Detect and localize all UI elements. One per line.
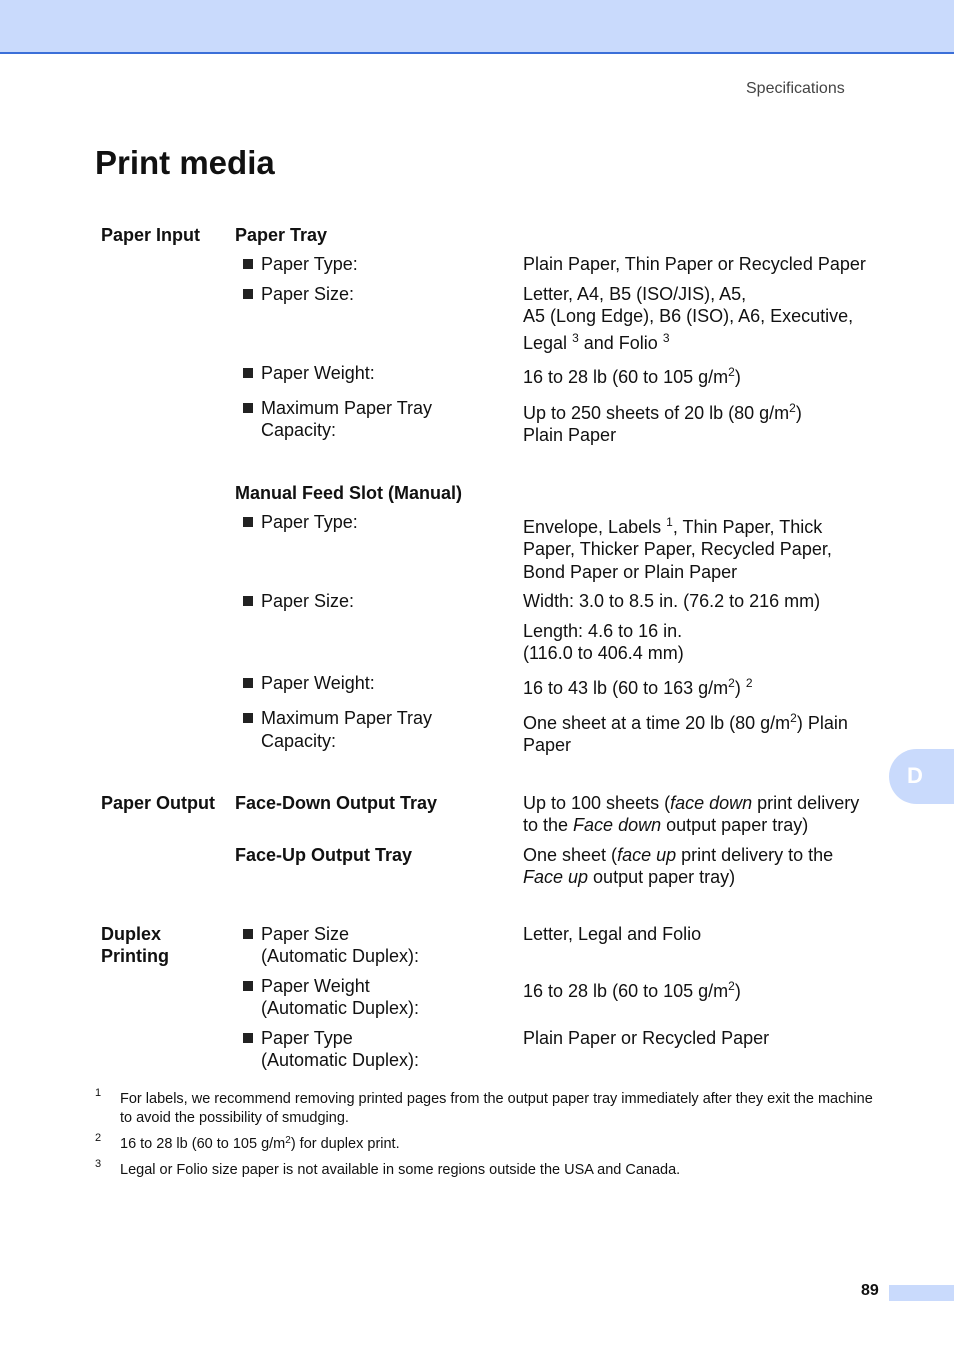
footnote-2-number: 2 <box>95 1132 102 1144</box>
manual-capacity-value: One sheet at a time 20 lb (80 $g/m^2$) Plain <box>523 711 848 733</box>
bullet-square-icon <box>243 403 253 413</box>
appendix-tab <box>889 749 954 804</box>
tray-size-line2: A5 (Long Edge), B6 (ISO), A6, Executive, <box>523 306 854 326</box>
bullet-square-icon <box>243 368 253 378</box>
manual-type-line3: Bond Paper or Plain Paper <box>523 562 738 582</box>
duplex-label-2: Printing <box>101 946 169 966</box>
manual-weight-label: Paper Weight: <box>261 673 375 693</box>
manual-size-length-1: Length: 4.6 to 16 in. <box>523 621 683 641</box>
page-number: 89 <box>861 1282 879 1299</box>
page-title: Print media <box>95 144 275 181</box>
facedown-value-1: Up to 100 sheets (face down print delivery <box>523 793 860 813</box>
bullet-square-icon <box>243 1033 253 1043</box>
manual-size-length-2: (116.0 to 406.4 mm) <box>523 643 684 663</box>
facedown-value-2: to the Face down output paper tray) <box>523 815 809 835</box>
duplex-size-label-1: Paper Size <box>261 924 350 944</box>
tray-capacity-label-1: Maximum Paper Tray <box>261 398 433 418</box>
footnote-1-number: 1 <box>95 1087 102 1099</box>
footnote-1-line2: to avoid the possibility of smudging. <box>120 1110 349 1126</box>
manual-weight-value: 16 to 43 lb (60 to 163 $g/m^2$) $^2$ <box>523 676 753 698</box>
manual-capacity-label-2: Capacity: <box>261 731 337 751</box>
manual-capacity-label-1: Maximum Paper Tray <box>261 708 433 728</box>
tray-size-line1: Letter, A4, B5 (ISO/JIS), A5, <box>523 284 747 304</box>
page-number-bar <box>889 1285 954 1301</box>
tray-weight-value: 16 to 28 lb (60 to 105 $g/m^2$) <box>523 365 741 387</box>
footnote-3-number: 3 <box>95 1158 102 1170</box>
tray-weight-label: Paper Weight: <box>261 363 375 383</box>
bullet-square-icon <box>243 713 253 723</box>
paper-input-label: Paper Input <box>101 225 201 245</box>
tray-capacity-label-2: Capacity: <box>261 420 337 440</box>
paper-output-label: Paper Output <box>101 793 216 813</box>
duplex-type-label-1: Paper Type <box>261 1028 353 1048</box>
bullet-square-icon <box>243 259 253 269</box>
tray-type-label: Paper Type: <box>261 254 358 274</box>
bullet-square-icon <box>243 929 253 939</box>
paper-tray-heading: Paper Tray <box>235 225 328 245</box>
tray-size-label: Paper Size: <box>261 284 355 304</box>
tray-type-value: Plain Paper, Thin Paper or Recycled Paper <box>523 254 866 274</box>
footnote-1-line1: For labels, we recommend removing printed pages from the output paper tray immediately after they exit the machine <box>120 1091 873 1107</box>
tray-capacity-value: Up to 250 sheets of 20 lb (80 $g/m^2$) <box>523 401 802 423</box>
duplex-size-value: Letter, Legal and Folio <box>523 924 702 944</box>
tray-size-line3: Legal $^3$ and Folio $^3$ <box>523 331 670 353</box>
duplex-label-1: Duplex <box>101 924 162 944</box>
tray-capacity-value-2: Plain Paper <box>523 425 617 445</box>
bullet-square-icon <box>243 596 253 606</box>
top-header-band <box>0 0 954 54</box>
faceup-heading: Face-Up Output Tray <box>235 845 413 865</box>
duplex-type-label-2: (Automatic Duplex): <box>261 1050 420 1070</box>
manual-size-width: Width: 3.0 to 8.5 in. (76.2 to 216 mm) <box>523 591 821 611</box>
manual-type-line2: Paper, Thicker Paper, Recycled Paper, <box>523 539 832 559</box>
manual-size-label: Paper Size: <box>261 591 355 611</box>
duplex-weight-value: 16 to 28 lb (60 to 105 $g/m^2$) <box>523 979 741 1001</box>
bullet-square-icon <box>243 517 253 527</box>
faceup-value-2: Face up output paper tray) <box>523 867 736 887</box>
bullet-square-icon <box>243 289 253 299</box>
appendix-tab-letter: D <box>907 763 923 788</box>
duplex-type-value: Plain Paper or Recycled Paper <box>523 1028 770 1048</box>
footnote-2-text: 16 to 28 lb (60 to 105 $g/m^2$) for duplex print. <box>120 1135 400 1152</box>
manual-capacity-value-2: Paper <box>523 735 572 755</box>
facedown-heading: Face-Down Output Tray <box>235 793 438 813</box>
manual-feed-heading: Manual Feed Slot (Manual) <box>235 483 463 503</box>
manual-type-label: Paper Type: <box>261 512 358 532</box>
footnote-3-text: Legal or Folio size paper is not available in some regions outside the USA and Canada. <box>120 1162 681 1178</box>
bullet-square-icon <box>243 981 253 991</box>
bullet-square-icon <box>243 678 253 688</box>
faceup-value-1: One sheet (face up print delivery to the <box>523 845 834 865</box>
duplex-weight-label-1: Paper Weight <box>261 976 370 996</box>
manual-type-line1: Envelope, Labels $^1$, Thin Paper, Thick <box>523 515 823 537</box>
duplex-size-label-2: (Automatic Duplex): <box>261 946 420 966</box>
duplex-weight-label-2: (Automatic Duplex): <box>261 998 420 1018</box>
section-header: Specifications <box>746 80 845 97</box>
